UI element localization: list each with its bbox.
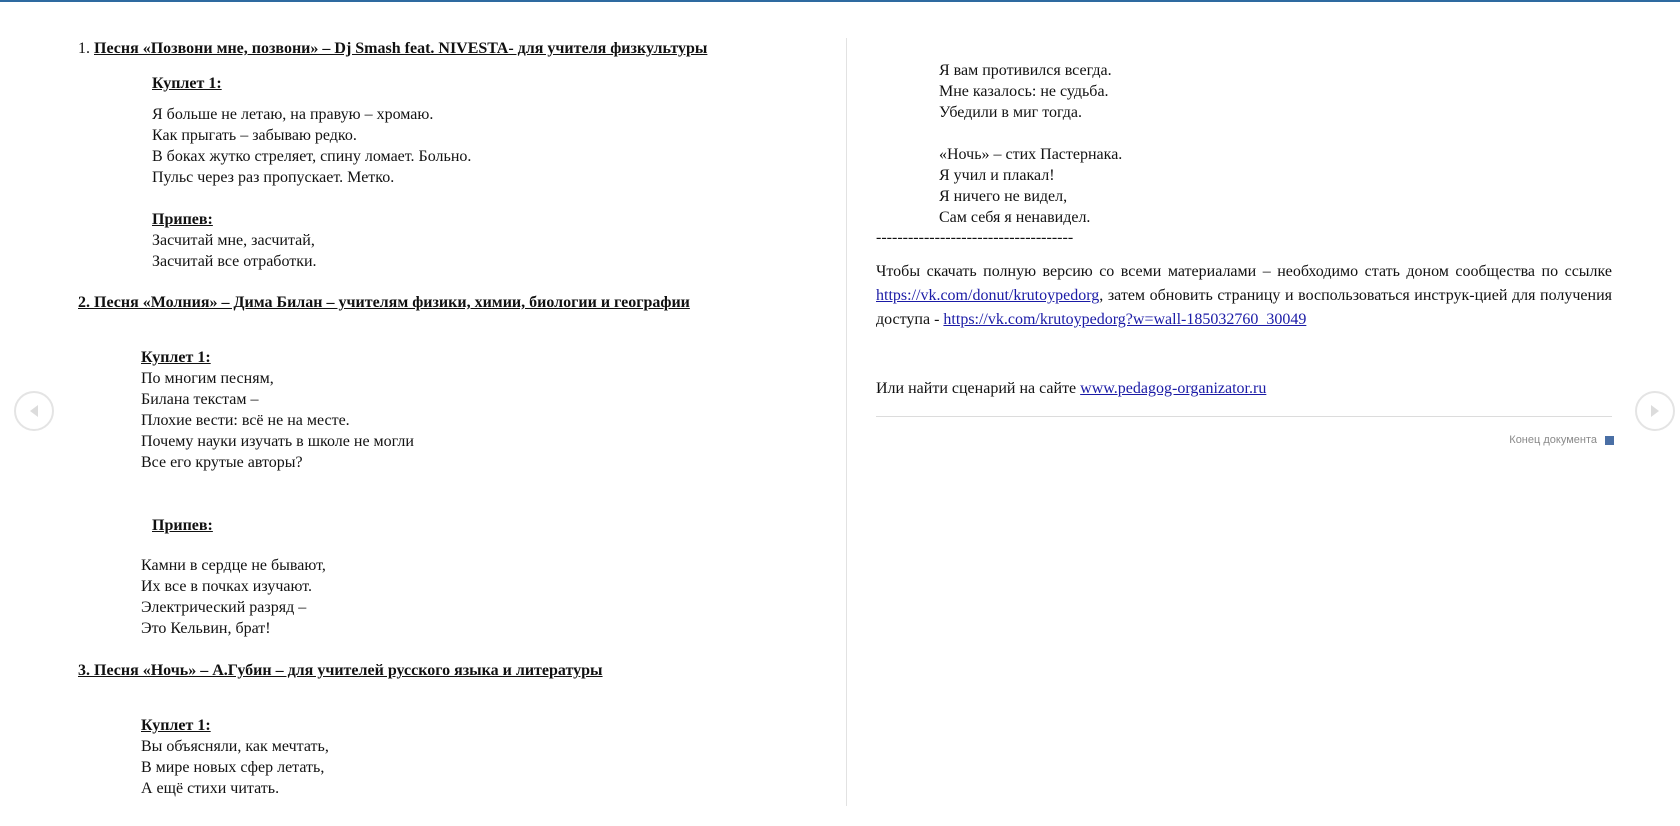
song1-chorus xyxy=(152,230,317,272)
song3-title: 3. Песня «Ночь» – А.Губин – для учителей русского языка и литературы xyxy=(78,662,603,679)
right-page xyxy=(876,0,1614,826)
song3-verse-label: Куплет 1: xyxy=(141,717,211,734)
lyric-line: По многим песням, xyxy=(141,370,274,387)
lyric-line: Мне казалось: не судьба. xyxy=(939,83,1109,100)
separator-line: ------------------------------------- xyxy=(876,229,1074,246)
end-of-document-label: Конец документа xyxy=(1509,434,1597,446)
lyric-line: Их все в почках изучают. xyxy=(141,578,313,595)
lyric-line: Камни в сердце не бывают, xyxy=(141,557,326,574)
lyric-line: В боках жутко стреляет, спину ломает. Больно. xyxy=(152,148,472,165)
lyric-line: «Ночь» – стих Пастернака. xyxy=(939,146,1123,163)
lyric-line: Билана текстам – xyxy=(141,391,259,408)
song2-chorus xyxy=(141,555,326,639)
previous-page-button[interactable] xyxy=(14,391,54,431)
song1-chorus-label: Припев: xyxy=(152,211,213,228)
site-paragraph xyxy=(876,378,1266,399)
song1-verse xyxy=(152,104,471,188)
lyric-line: Пульс через раз пропускает. Метко. xyxy=(152,169,395,186)
end-marker-icon xyxy=(1605,436,1614,445)
left-page xyxy=(78,0,778,826)
lyric-line: Я вам противился всегда. xyxy=(939,62,1112,79)
end-rule xyxy=(876,416,1612,417)
lyric-line: Почему науки изучать в школе не могли xyxy=(141,433,414,450)
song1-title: Песня «Позвони мне, позвони» – Dj Smash feat. NIVESTA- для учителя физкультуры xyxy=(94,40,708,57)
lyric-line: Засчитай все отработки. xyxy=(152,253,317,270)
song2-title: 2. Песня «Молния» – Дима Билан – учителям физики, химии, биологии и географии xyxy=(78,294,690,311)
lyric-line: Вы объясняли, как мечтать, xyxy=(141,738,329,755)
song1-number: 1. xyxy=(78,40,94,57)
lyric-line: Как прыгать – забываю редко. xyxy=(152,127,357,144)
page-divider xyxy=(846,38,847,806)
donut-link[interactable]: https://vk.com/donut/krutoypedorg xyxy=(876,287,1100,304)
song2-verse-label: Куплет 1: xyxy=(141,349,211,366)
lyric-line: Засчитай мне, засчитай, xyxy=(152,232,315,249)
download-text-before: Чтобы скачать полную версию со всеми материалами – необходимо стать доном сообщества по ссылке xyxy=(876,263,1612,280)
lyric-line: Это Кельвин, брат! xyxy=(141,620,271,637)
next-page-button[interactable] xyxy=(1635,391,1675,431)
song3-chorus xyxy=(939,144,1122,228)
lyric-line: Плохие вести: всё не на месте. xyxy=(141,412,350,429)
song2-chorus-label: Припев: xyxy=(152,517,213,534)
site-link[interactable]: www.pedagog-organizator.ru xyxy=(1080,380,1267,397)
end-of-document xyxy=(1509,430,1614,451)
lyric-line: В мире новых сфер летать, xyxy=(141,759,325,776)
lyric-line: Все его крутые авторы? xyxy=(141,454,303,471)
song3-verse-continued xyxy=(939,60,1112,123)
lyric-line: Я ничего не видел, xyxy=(939,188,1068,205)
wall-post-link[interactable]: https://vk.com/krutoypedorg?w=wall-185032760_30049 xyxy=(943,311,1307,328)
download-text-middle: , затем обновить страницу и воспользоваться инструк-цией для получения доступа - xyxy=(876,287,1612,328)
song3-verse xyxy=(141,736,329,799)
lyric-line: Я больше не летаю, на правую – хромаю. xyxy=(152,106,434,123)
lyric-line: Электрический разряд – xyxy=(141,599,307,616)
song1-heading xyxy=(78,38,707,59)
song2-verse xyxy=(141,368,414,473)
song1-verse-label: Куплет 1: xyxy=(152,75,222,92)
download-paragraph xyxy=(876,260,1612,332)
chevron-left-icon xyxy=(27,403,41,419)
chevron-right-icon xyxy=(1648,403,1662,419)
site-text: Или найти сценарий на сайте xyxy=(876,380,1081,397)
lyric-line: Сам себя я ненавидел. xyxy=(939,209,1091,226)
lyric-line: Убедили в миг тогда. xyxy=(939,104,1082,121)
lyric-line: Я учил и плакал! xyxy=(939,167,1055,184)
lyric-line: А ещё стихи читать. xyxy=(141,780,280,797)
